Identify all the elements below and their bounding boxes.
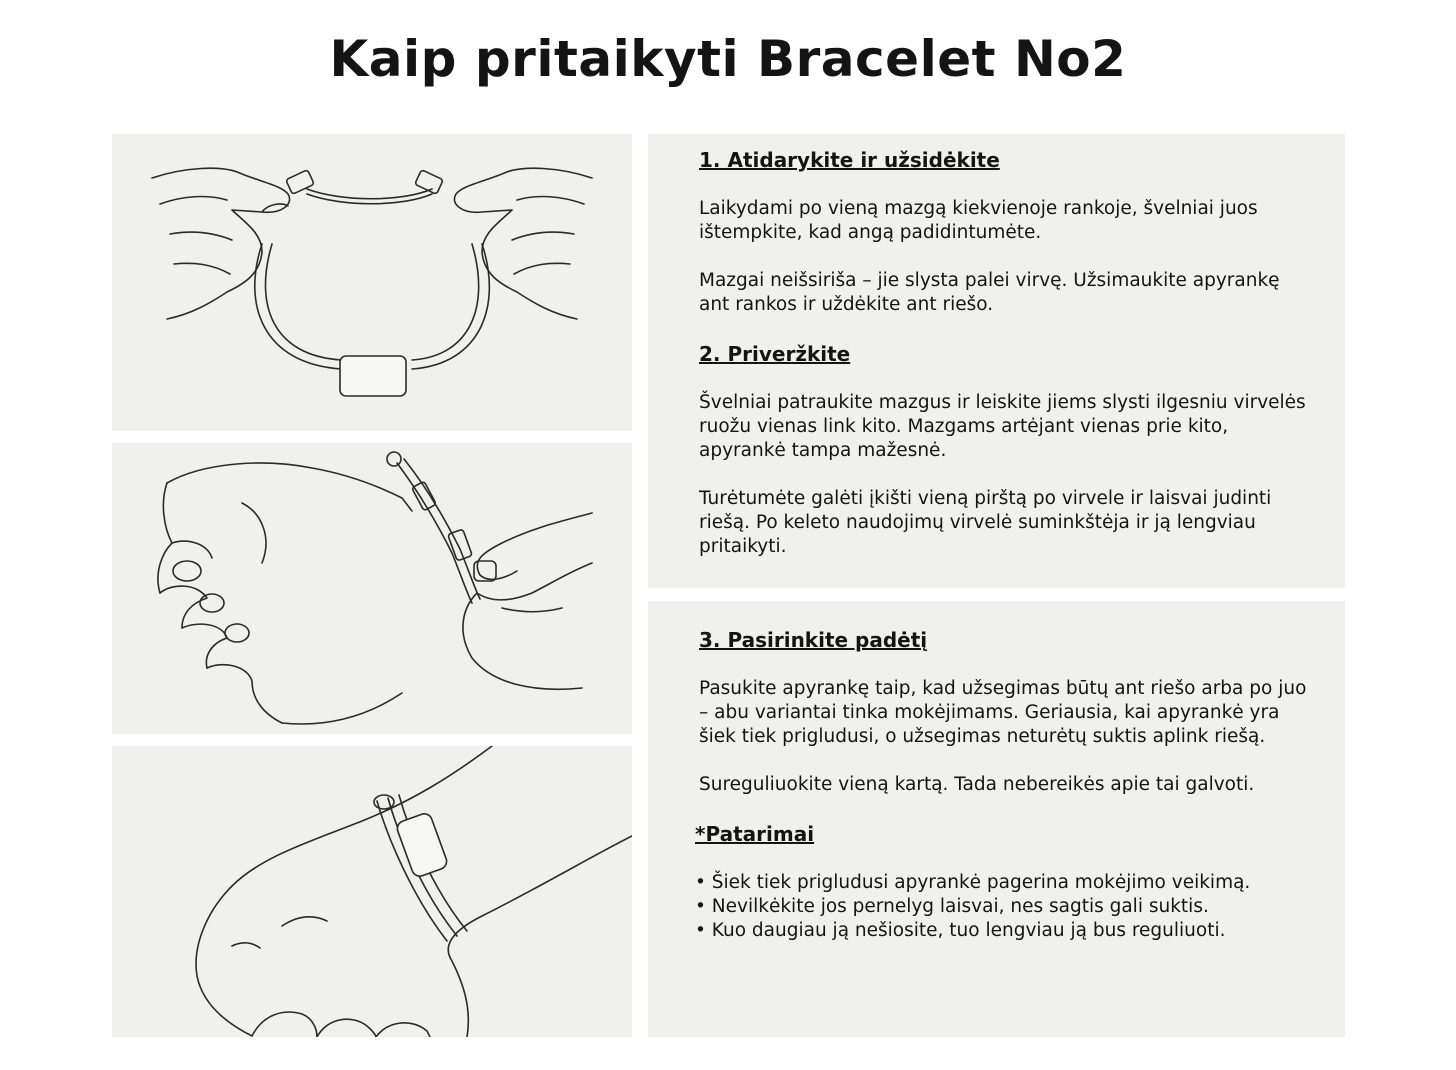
step-1-paragraph-1: Laikydami po vieną mazgą kiekvienoje rankoje, švelniai juos ištempkite, kad angą padidintumėte. [699, 198, 1258, 243]
step-3-paragraph-2: Sureguliuokite vieną kartą. Tada nebereikės apie tai galvoti. [699, 774, 1255, 795]
tip-item: • Šiek tiek prigludusi apyrankė pagerina mokėjimo veikimą. [695, 872, 1251, 893]
page-title: Kaip pritaikyti Bracelet No2 [329, 30, 1127, 88]
illustration-panel-wear [112, 746, 632, 1037]
tips-heading: *Patarimai [695, 822, 815, 846]
step-3-heading: 3. Pasirinkite padėtį [699, 628, 928, 652]
illustration-panel-tighten [112, 443, 632, 734]
step-2-paragraph-1: Švelniai patraukite mazgus ir leiskite jiems slysti ilgesniu virvelės ruožu vienas link kito. Mazgams artėjant vienas prie kito, apyrankė tampa mažesnė. [699, 392, 1306, 461]
hands-stretching-bracelet-icon [112, 134, 632, 431]
step-2-heading: 2. Priveržkite [699, 342, 851, 366]
tip-item: • Nevilkėkite jos pernelyg laisvai, nes sagtis gali suktis. [695, 896, 1209, 917]
illustration-panel-open [112, 134, 632, 431]
step-1-paragraph-2: Mazgai neišsiriša – jie slysta palei virvę. Užsimaukite apyrankę ant rankos ir uždėkite ant riešo. [699, 270, 1280, 315]
step-3-paragraph-1: Pasukite apyrankę taip, kad užsegimas būtų ant riešo arba po juo – abu variantai tinka mokėjimams. Geriausia, kai apyrankė yra šiek tiek prigludusi, o užsegimas neturėtų suktis aplink riešą. [699, 678, 1307, 747]
hand-tightening-bracelet-icon [112, 443, 632, 734]
tip-item: • Kuo daugiau ją nešiosite, tuo lengviau ją bus reguliuoti. [695, 920, 1226, 941]
instructions-panel-top [648, 134, 1345, 588]
step-1-heading: 1. Atidarykite ir užsidėkite [699, 148, 1000, 172]
wrist-wearing-bracelet-icon [112, 746, 632, 1037]
tips-list [695, 871, 1315, 943]
step-2-paragraph-2: Turėtumėte galėti įkišti vieną pirštą po virvele ir laisvai judinti riešą. Po keleto naudojimų virvelė suminkštėja ir ją lengviau pritaikyti. [699, 488, 1272, 557]
instructions-panel-bottom [648, 601, 1345, 1037]
